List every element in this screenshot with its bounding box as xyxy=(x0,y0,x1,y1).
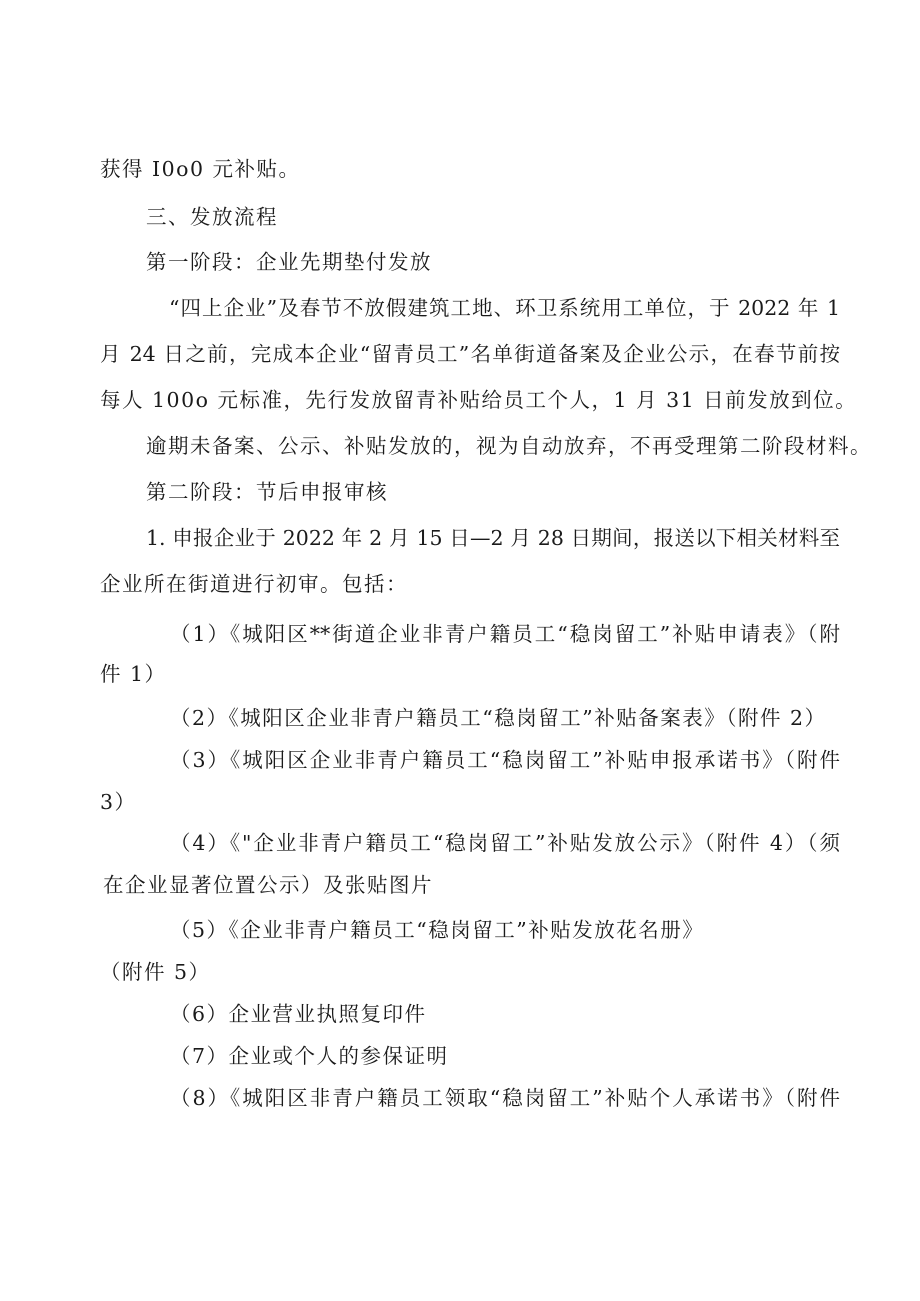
list-item-4: （4）《"企业非青户籍员工“稳岗留工”补贴发放公示》（附件 4）（须 xyxy=(170,831,840,855)
list-item-4-continued: 在企业显著位置公示）及张贴图片 xyxy=(103,873,433,897)
stage-heading-first: 第一阶段：企业先期垫付发放 xyxy=(146,250,432,274)
list-item-1-continued: 件 1） xyxy=(100,662,167,686)
list-item-3-continued: 3） xyxy=(100,790,137,814)
paragraph-line-deadline-note: 逾期未备案、公示、补贴发放的，视为自动放弃，不再受理第二阶段材料。 xyxy=(146,434,872,458)
list-item-1: （1）《城阳区**街道企业非青户籍员工“稳岗留工”补贴申请表》（附 xyxy=(170,622,840,646)
stage-heading-second: 第二阶段：节后申报审核 xyxy=(146,480,388,504)
section-heading-distribution-process: 三、发放流程 xyxy=(146,205,278,229)
list-item-2: （2）《城阳区企业非青户籍员工“稳岗留工”补贴备案表》（附件 2） xyxy=(170,706,827,730)
list-item-5: （5）《企业非青户籍员工“稳岗留工”补贴发放花名册》 xyxy=(170,918,705,942)
list-item-6: （6）企业营业执照复印件 xyxy=(170,1002,427,1026)
paragraph-line: “四上企业”及春节不放假建筑工地、环卫系统用工单位，于 2022 年 1 xyxy=(169,296,840,320)
paragraph-line: 企业所在街道进行初审。包括： xyxy=(100,572,408,596)
list-item-7: （7）企业或个人的参保证明 xyxy=(170,1044,449,1068)
paragraph-line: 月 24 日之前，完成本企业“留青员工”名单街道备案及企业公示，在春节前按 xyxy=(100,342,840,366)
paragraph-line: 每人 100o 元标准，先行发放留青补贴给员工个人，1 月 31 日前发放到位。 xyxy=(100,388,858,412)
list-item-5-continued: （附件 5） xyxy=(100,960,211,984)
list-item-3: （3）《城阳区企业非青户籍员工“稳岗留工”补贴申报承诺书》（附件 xyxy=(170,748,840,772)
text-line-subsidy-amount: 获得 I0o0 元补贴。 xyxy=(100,157,301,181)
paragraph-line: 1. 申报企业于 2022 年 2 月 15 日—2 月 28 日期间，报送以下相关材料至 xyxy=(146,526,840,550)
list-item-8: （8）《城阳区非青户籍员工领取“稳岗留工”补贴个人承诺书》（附件 xyxy=(170,1086,840,1110)
